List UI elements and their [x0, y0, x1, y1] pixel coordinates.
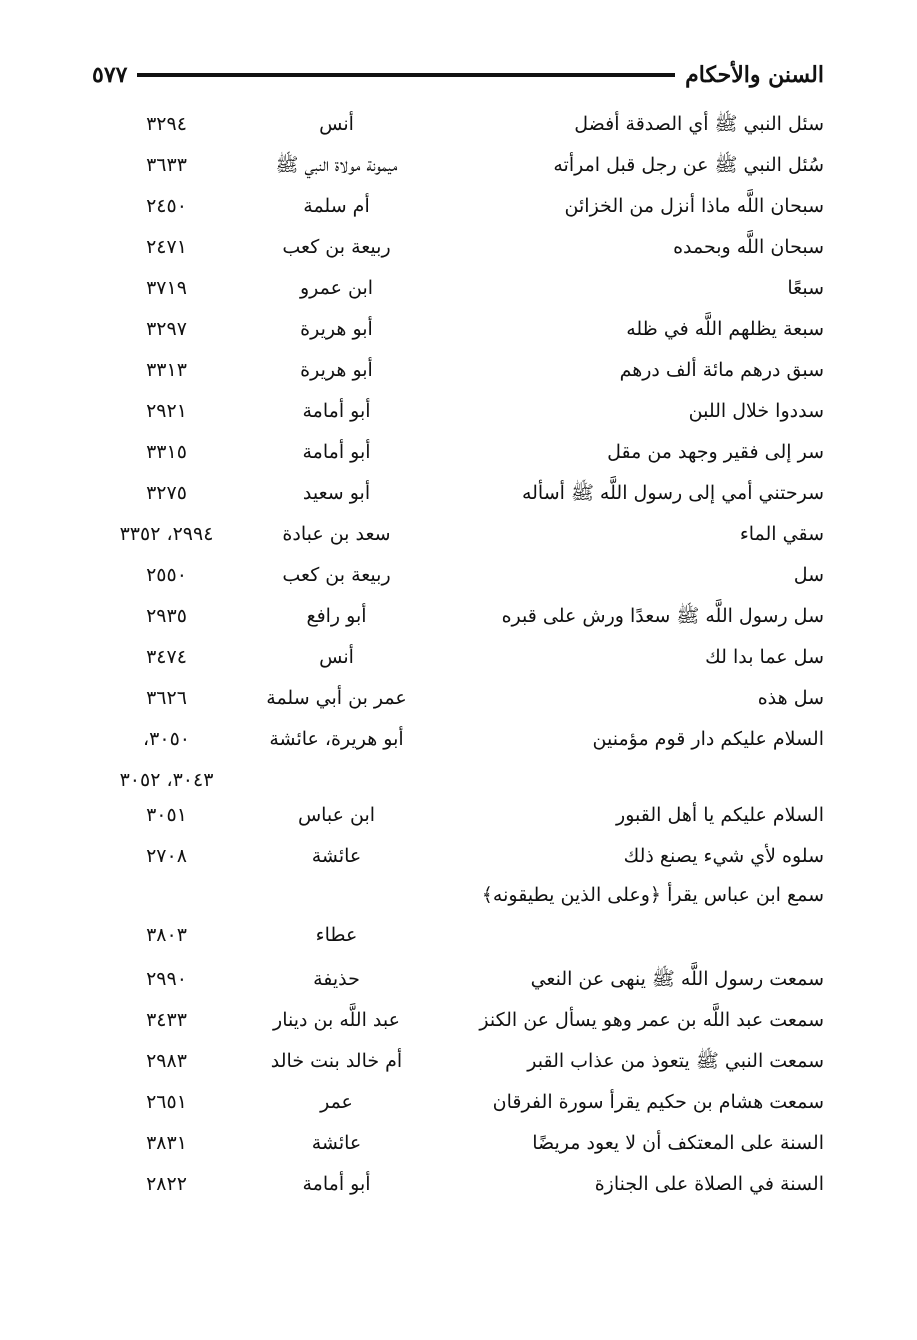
hadith-number: ٢٩٨٣ [146, 1050, 187, 1072]
hadith-number: ٣٣١٣ [146, 359, 187, 381]
index-row [84, 834, 824, 875]
hadith-text: السلام عليكم دار قوم مؤمنين [592, 728, 824, 750]
index-row [84, 957, 824, 998]
hadith-number: ٣٧١٩ [146, 277, 187, 299]
narrator: عمر بن أبي سلمة [266, 687, 407, 709]
index-row [84, 143, 824, 184]
index-row [84, 875, 824, 957]
hadith-number: ٣٢٧٥ [146, 482, 187, 504]
hadith-text: سبعة يظلهم اللَّه في ظله [626, 318, 824, 340]
hadith-number: ٣٣١٥ [146, 441, 187, 463]
narrator: أبو أمامة [302, 1173, 371, 1195]
index-row [84, 635, 824, 676]
index-row [84, 594, 824, 635]
hadith-text: السلام عليكم يا أهل القبور [616, 804, 824, 826]
hadith-text: سقي الماء [739, 523, 824, 545]
hadith-text: سددوا خلال اللبن [688, 400, 824, 422]
hadith-text: سل [793, 564, 824, 586]
hadith-number: ٣٤٣٣ [146, 1009, 187, 1031]
hadith-number: ٣٨٣١ [146, 1132, 187, 1154]
hadith-number: ٣٤٧٤ [146, 646, 187, 668]
hadith-number: ٢٦٥١ [146, 1091, 187, 1113]
narrator: عائشة [311, 845, 362, 867]
hadith-number: ٣٠٤٣، ٣٠٥٢ [119, 769, 214, 791]
index-row [84, 225, 824, 266]
hadith-text: سمع ابن عباس يقرأ ﴿وعلى الذين يطيقونه﴾ [481, 884, 824, 906]
hadith-text: سلوه لأي شيء يصنع ذلك [623, 845, 824, 867]
narrator: عطاء [315, 924, 358, 946]
hadith-number: ٢٨٢٢ [146, 1173, 187, 1195]
hadith-text: سُئل النبي ﷺ عن رجل قبل امرأته [553, 154, 824, 176]
narrator: أبو هريرة [300, 359, 373, 381]
hadith-text: سمعت رسول اللَّه ﷺ ينهى عن النعي [530, 968, 824, 990]
narrator: ربيعة بن كعب [282, 564, 391, 586]
hadith-text: سل رسول اللَّه ﷺ سعدًا ورش على قبره [501, 605, 824, 627]
hadith-text: سمعت النبي ﷺ يتعوذ من عذاب القبر [527, 1050, 824, 1072]
index-row-continuation [84, 758, 824, 793]
index-row [84, 1162, 824, 1203]
index-row [84, 512, 824, 553]
narrator: حذيفة [313, 968, 360, 990]
index-row [84, 1121, 824, 1162]
hadith-text: سبحان اللَّه وبحمده [673, 236, 824, 258]
page-title: السنن والأحكام [685, 62, 824, 88]
hadith-text: سل عما بدا لك [705, 646, 824, 668]
page-number: ٥٧٧ [92, 62, 128, 88]
index-row [84, 102, 824, 143]
hadith-number: ٢٩٩٠ [146, 968, 187, 990]
narrator: ابن عمرو [299, 277, 374, 299]
narrator: عائشة [311, 1132, 362, 1154]
narrator: عبد اللَّه بن دينار [273, 1009, 400, 1031]
narrator: ابن عباس [297, 804, 376, 826]
hadith-number: ٢٤٧١ [146, 236, 187, 258]
hadith-text: السنة في الصلاة على الجنازة [594, 1173, 824, 1195]
index-row [84, 1080, 824, 1121]
page-header [92, 58, 824, 92]
hadith-number: ٣٦٣٣ [146, 154, 187, 176]
hadith-number: ٣٠٥٠، [143, 728, 190, 750]
hadith-number: ٣٨٠٣ [146, 924, 187, 946]
hadith-text: سرحتني أمي إلى رسول اللَّه ﷺ أسأله [521, 482, 824, 504]
narrator: أم خالد بنت خالد [270, 1050, 403, 1072]
hadith-number: ٣٦٢٦ [146, 687, 187, 709]
hadith-number: ٢٧٠٨ [146, 845, 187, 867]
narrator: أبو أمامة [302, 400, 371, 422]
narrator: أبو أمامة [302, 441, 371, 463]
narrator: ربيعة بن كعب [282, 236, 391, 258]
hadith-index-list [84, 102, 824, 1203]
index-row [84, 307, 824, 348]
narrator: أبو رافع [306, 605, 367, 627]
hadith-text: السنة على المعتكف أن لا يعود مريضًا [532, 1132, 824, 1154]
narrator: أم سلمة [303, 195, 370, 217]
hadith-text: سبعًا [787, 277, 824, 299]
index-row [84, 471, 824, 512]
index-row [84, 430, 824, 471]
narrator: ميمونة مولاة النبي ﷺ [275, 154, 398, 176]
index-row [84, 348, 824, 389]
header-rule [137, 73, 675, 77]
index-row [84, 184, 824, 225]
hadith-text: سمعت عبد اللَّه بن عمر وهو يسأل عن الكنز [479, 1009, 824, 1031]
hadith-number: ٢٩٢١ [146, 400, 187, 422]
narrator: أبو هريرة، عائشة [269, 728, 404, 750]
hadith-text: سمعت هشام بن حكيم يقرأ سورة الفرقان [492, 1091, 824, 1113]
hadith-number: ٣٢٩٧ [146, 318, 187, 340]
index-row [84, 553, 824, 594]
narrator: أنس [319, 113, 354, 135]
hadith-text: سبق درهم مائة ألف درهم [619, 359, 824, 381]
hadith-text: سل هذه [757, 687, 824, 709]
hadith-number: ٢٩٣٥ [146, 605, 187, 627]
index-row [84, 676, 824, 717]
narrator: عمر [320, 1091, 353, 1113]
index-row [84, 793, 824, 834]
narrator: أنس [319, 646, 354, 668]
narrator: أبو سعيد [302, 482, 371, 504]
hadith-number: ٢٤٥٠ [146, 195, 187, 217]
index-row [84, 1039, 824, 1080]
narrator: أبو هريرة [300, 318, 373, 340]
hadith-number: ٢٥٥٠ [146, 564, 187, 586]
index-row [84, 266, 824, 307]
hadith-text: سبحان اللَّه ماذا أنزل من الخزائن [564, 195, 824, 217]
index-row [84, 998, 824, 1039]
hadith-number: ٣٢٩٤ [146, 113, 187, 135]
index-row [84, 717, 824, 758]
hadith-text: سر إلى فقير وجهد من مقل [607, 441, 824, 463]
hadith-text: سئل النبي ﷺ أي الصدقة أفضل [574, 113, 824, 135]
index-row [84, 389, 824, 430]
hadith-number: ٢٩٩٤، ٣٣٥٢ [119, 523, 214, 545]
narrator: سعد بن عبادة [282, 523, 391, 545]
hadith-number: ٣٠٥١ [146, 804, 187, 826]
